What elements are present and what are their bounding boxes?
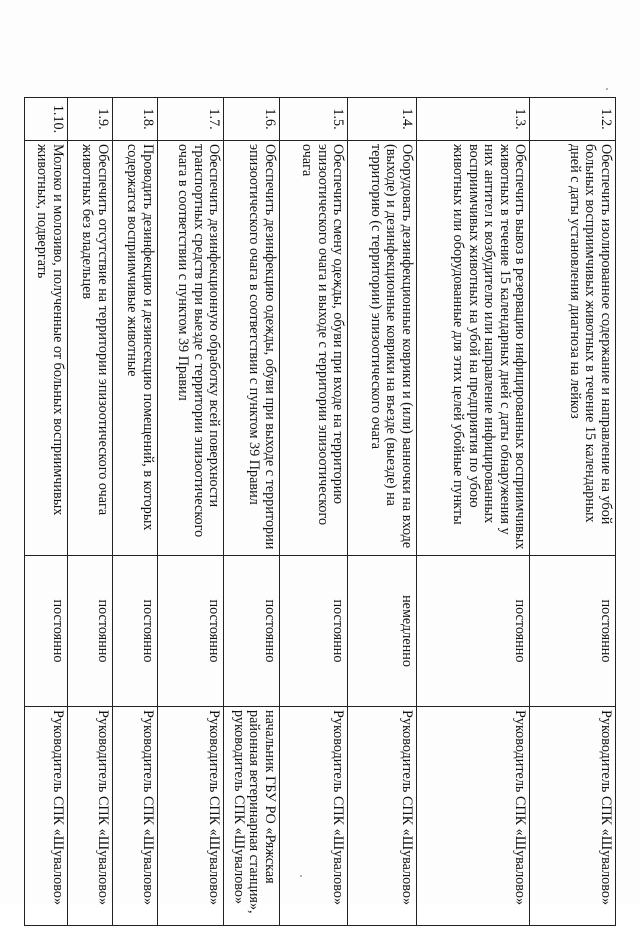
measure-text: Обеспечить отсутствие на территории эпизоотического очага животных без владельцев <box>67 141 112 556</box>
table-row <box>157 98 223 926</box>
table-row <box>530 98 616 926</box>
measure-text: Обеспечить дезинфекцию одежды, обуви при выходе с территории эпизоотического очага в соответствии с пунктом 39 Правил <box>224 141 279 556</box>
measure-text: Обеспечить дезинфекционную обработку всей поверхности транспортных средств при выезде с территории эпизоотического очага в соответствии с пунктом 39 Правил <box>157 141 223 556</box>
table-row <box>224 98 279 926</box>
responsible-text: Руководитель СПК «Шувалово» <box>157 707 223 926</box>
deadline-text: постоянно <box>279 556 348 707</box>
measure-text: Обеспечить смену одежды, обуви при входе на территорию эпизоотического очага и выходе с территории эпизоотического очага <box>279 141 348 556</box>
responsible-text: Руководитель СПК «Шувалово» <box>67 707 112 926</box>
row-number: 1.2. <box>530 98 616 141</box>
rotated-document <box>24 97 616 914</box>
responsible-text: Руководитель СПК «Шувалово» <box>348 707 417 926</box>
row-number: 1.9. <box>67 98 112 141</box>
measure-text: Проводить дезинфекцию и дезинсекцию помещений, в которых содержатся восприимчивые животные <box>112 141 157 556</box>
table-row <box>67 98 112 926</box>
measures-table <box>24 97 616 926</box>
row-number: 1.10. <box>25 98 68 141</box>
deadline-text: постоянно <box>112 556 157 707</box>
deadline-text: постоянно <box>224 556 279 707</box>
deadline-text: немедленно <box>348 556 417 707</box>
table-row <box>279 98 348 926</box>
measure-text: Оборудовать дезинфекционные коврики и (или) ванночки на входе (выходе) и дезинфекционные коврики на въезде (выезде) на территорию (с территории) эпизоотического очага <box>348 141 417 556</box>
row-number: 1.5. <box>279 98 348 141</box>
deadline-text: постоянно <box>530 556 616 707</box>
measure-text: Обеспечить вывоз в резервацию инфицированных восприимчивых животных в течение 15 календарных дней с даты обнаружения у них антител к возбудителю или направление инфицированных восприимчивых животных на убой на предприятия по убою животных или оборудованные для этих целей убойные пункты <box>416 141 530 556</box>
measure-text: Молоко и молозиво, полученные от больных восприимчивых животных, подвергать <box>25 141 68 556</box>
deadline-text: постоянно <box>416 556 530 707</box>
responsible-text: Руководитель СПК «Шувалово» <box>279 707 348 926</box>
row-number: 1.3. <box>416 98 530 141</box>
row-number: 1.4. <box>348 98 417 141</box>
deadline-text: постоянно <box>157 556 223 707</box>
row-number: 1.6. <box>224 98 279 141</box>
row-number: 1.7. <box>157 98 223 141</box>
deadline-text: постоянно <box>67 556 112 707</box>
deadline-text: постоянно <box>25 556 68 707</box>
table-row <box>112 98 157 926</box>
responsible-text: Руководитель СПК «Шувалово» <box>416 707 530 926</box>
table-row <box>416 98 530 926</box>
scan-speck <box>606 88 608 90</box>
responsible-text: начальник ГБУ РО «Ряжская районная ветеринарная станция», руководитель СПК «Шувалово» <box>224 707 279 926</box>
responsible-text: Руководитель СПК «Шувалово» <box>112 707 157 926</box>
responsible-text: Руководитель СПК «Шувалово» <box>25 707 68 926</box>
table-row <box>25 98 68 926</box>
measure-text: Обеспечить изолированное содержание и направление на убой больных восприимчивых животных в течение 15 календарных дней с даты установления диагноза на лейкоз <box>530 141 616 556</box>
responsible-text: Руководитель СПК «Шувалово» <box>530 707 616 926</box>
row-number: 1.8. <box>112 98 157 141</box>
table-row <box>348 98 417 926</box>
